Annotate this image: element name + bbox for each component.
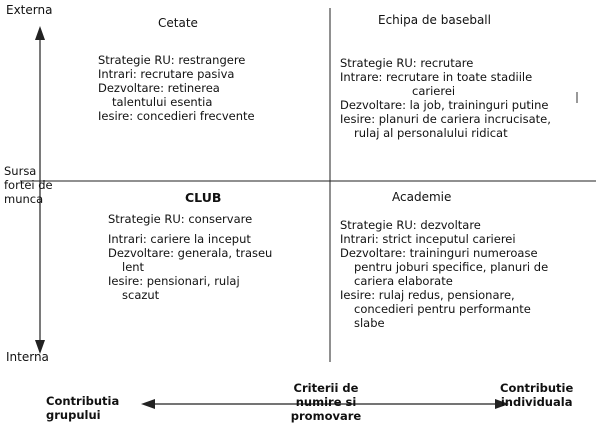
axis-left-label: Contributia grupului: [46, 394, 120, 422]
quadrant-title-echipa: Echipa de baseball: [378, 13, 491, 27]
quadrant-body-club: Strategie RU: conservare Intrari: cariere la inceput Dezvoltare: generala, traseu lent Iesire: pensionari, rulaj scazut: [108, 212, 273, 302]
quadrant-body-cetate: Strategie RU: restrangere Intrari: recrutare pasiva Dezvoltare: retinerea talentului esentia Iesire: concedieri frecvente: [98, 53, 255, 123]
quadrant-body-academie: Strategie RU: dezvoltare Intrari: strict inceputul carierei Dezvoltare: traininguri numeroase pentru joburi specifice, planuri de cariera elaborate Iesire: rulaj redus, pensionare, concedieri pentru performante slabe: [340, 218, 549, 330]
arrow-up-icon: [35, 26, 45, 40]
quadrant-title-academie: Academie: [392, 190, 452, 204]
axis-right-label: Contributie individuala: [500, 381, 574, 409]
quadrant-body-echipa: Strategie RU: recrutare Intrare: recrutare in toate stadiile carierei Dezvoltare: la job, traininguri putine Iesire: planuri de cariera incrucisate, rulaj al personalului ridicat: [340, 56, 551, 140]
arrow-left-icon: [141, 399, 155, 409]
axis-center-label: Criterii de numire si promovare: [290, 381, 362, 423]
axis-bottom-label: Interna: [6, 350, 49, 364]
axis-middle-label: Sursa fortei de munca: [4, 164, 53, 206]
axis-top-label: Externa: [6, 3, 53, 17]
quadrant-title-cetate: Cetate: [158, 16, 198, 30]
quadrant-title-club: CLUB: [185, 190, 222, 205]
